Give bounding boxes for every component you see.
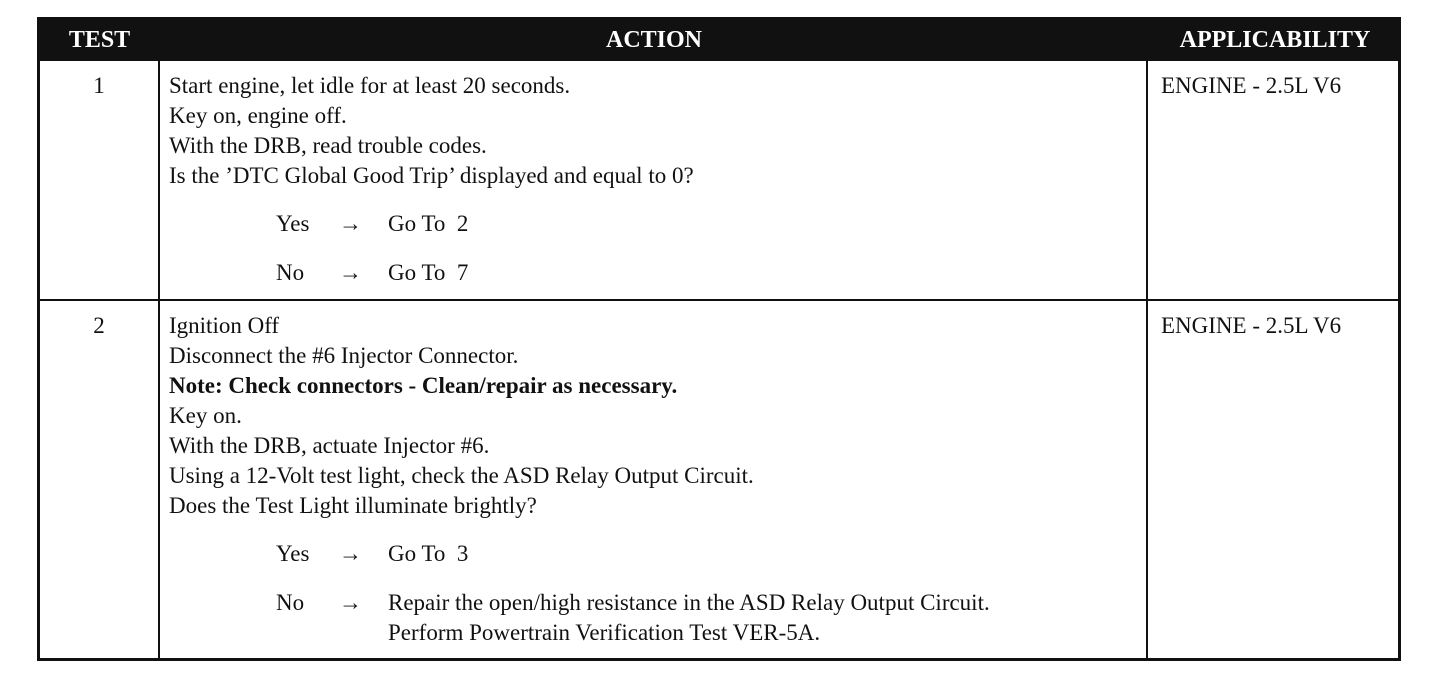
table-row: [40, 301, 1398, 661]
right-arrow-icon: →: [339, 541, 362, 566]
right-arrow-icon: →: [339, 260, 362, 285]
action-line: Key on, engine off.: [169, 103, 347, 128]
choice-answer: No: [276, 260, 305, 285]
header-test: TEST: [68, 27, 131, 53]
choice-no: [169, 258, 1139, 288]
choice-action: Go To 3: [388, 541, 469, 566]
action-cell: [169, 61, 1139, 299]
table-header: [40, 20, 1398, 61]
action-question: Does the Test Light illuminate brightly?: [169, 493, 537, 518]
choice-action: Go To 7: [388, 260, 469, 285]
choice-action: Repair the open/high resistance in the ASD Relay Output Circuit.: [388, 590, 990, 615]
action-line: With the DRB, read trouble codes.: [169, 133, 487, 158]
action-note: Note: Check connectors - Clean/repair as necessary.: [169, 373, 678, 398]
choice-answer: No: [276, 590, 305, 615]
diagnostic-table: [37, 17, 1401, 661]
choice-no: [169, 588, 1139, 648]
action-line: Disconnect the #6 Injector Connector.: [169, 343, 519, 368]
table-row: [40, 61, 1398, 301]
choice-answer: Yes: [276, 211, 310, 236]
choice-action: Go To 2: [388, 211, 469, 236]
applicability-cell: ENGINE - 2.5L V6: [1161, 313, 1342, 338]
choice-answer: Yes: [276, 541, 310, 566]
choices: [169, 209, 1139, 288]
test-number: 1: [93, 73, 105, 98]
action-line: Key on.: [169, 403, 242, 428]
choice-action-continued: Perform Powertrain Verification Test VER-5A.: [388, 620, 821, 645]
action-cell: [169, 301, 1139, 661]
action-question: Is the ’DTC Global Good Trip’ displayed and equal to 0?: [169, 163, 694, 188]
action-line: Start engine, let idle for at least 20 seconds.: [169, 73, 571, 98]
header-action: ACTION: [605, 27, 702, 53]
test-number: 2: [93, 313, 105, 338]
choice-yes: [169, 539, 1139, 569]
right-arrow-icon: →: [339, 590, 362, 615]
action-line: Using a 12-Volt test light, check the ASD Relay Output Circuit.: [169, 463, 754, 488]
choice-yes: [169, 209, 1139, 239]
action-line: Ignition Off: [169, 313, 280, 338]
choices: [169, 539, 1139, 648]
right-arrow-icon: →: [339, 211, 362, 236]
action-line: With the DRB, actuate Injector #6.: [169, 433, 490, 458]
applicability-cell: ENGINE - 2.5L V6: [1161, 73, 1342, 98]
header-applicability: APPLICABILITY: [1179, 27, 1371, 53]
